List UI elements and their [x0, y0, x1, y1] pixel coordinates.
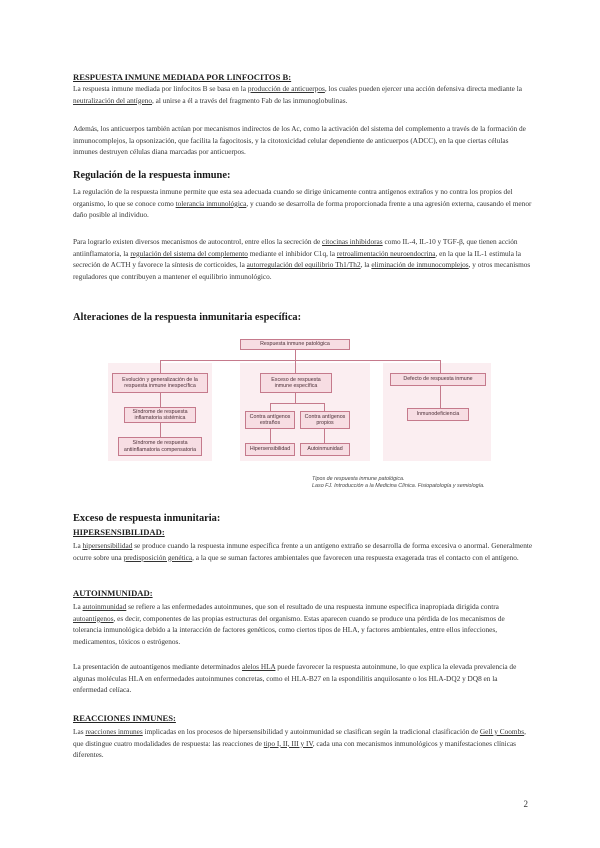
paragraph-autoinmunidad: La autoinmunidad se refiere a las enfermedades autoinmunes, que son el resultado de una respuesta inmune específica inapropiada dirigida contra autoantígenos, es decir, componentes de las propias estructuras del organismo. Estas aparecen cuando se produce una pérdida de los mecanismos de tolerancia inmunológica debido a la interacción de factores genéticos, como ciertos tipos de HLA, y factores ambientales, entre ellos infecciones, medicamentos, tóxicos o estrógenos. — [73, 602, 505, 646]
subheading-reacciones-inmunes: REACCIONES INMUNES: — [73, 713, 176, 723]
page-number: 2 — [523, 799, 528, 809]
subheading-autoinmunidad: AUTOINMUNIDAD: — [73, 588, 153, 598]
section-heading-linfocitos-b: RESPUESTA INMUNE MEDIADA POR LINFOCITOS B: — [73, 72, 292, 82]
section-heading-regulacion: Regulación de la respuesta inmune: — [73, 170, 231, 181]
diagram-node-propios: Contra antígenos propios — [300, 411, 350, 429]
paragraph-alelos-hla: La presentación de autoantígenos mediante determinados alelos HLA puede favorecer la respuesta autoinmune, lo que explica la elevada prevalencia de algunas moléculas HLA en enfermedades autoinmunes concretas, como el HLA-B27 en la espondilitis anquilosante o los HLA-DQ2 y DQ8 en la enfermedad celíaca. — [73, 662, 517, 695]
diagram-node-inespecifica: Evolución y generalización de la respuesta inmune inespecífica — [112, 373, 208, 393]
figure-caption: Tipos de respuesta inmune patológica. Laso FJ. Introducción a la Medicina Clínica. Fisiopatología y semiología. — [312, 476, 485, 489]
diagram-node-hipersensibilidad: Hipersensibilidad — [245, 443, 295, 456]
paragraph-reacciones-inmunes: Las reacciones inmunes implicadas en los procesos de hipersensibilidad y autoinmunidad se clasifican según la tradicional clasificación de Gell y Coombs, que distingue cuatro modalidades de respuesta: las reacciones de tipo I, II, III y IV, cada una con mecanismos inmunológicos y manifestaciones clínicas diferentes. — [73, 727, 526, 760]
section-heading-exceso: Exceso de respuesta inmunitaria: — [73, 513, 221, 524]
diagram-node-cars: Síndrome de respuesta antiinflamatoria compensatoria — [118, 437, 202, 456]
section-heading-alteraciones: Alteraciones de la respuesta inmunitaria específica: — [73, 312, 302, 323]
diagram-node-defecto: Defecto de respuesta inmune — [390, 373, 486, 386]
diagram-node-root: Respuesta inmune patológica — [240, 339, 350, 350]
diagram-node-sirs: Síndrome de respuesta inflamatoria sistémica — [124, 407, 196, 423]
paragraph-hipersensibilidad: La hipersensibilidad se produce cuando la respuesta inmune específica frente a un antígeno extraño se desarrolla de forma excesiva o anormal. Generalmente ocurre sobre una predisposición genética, a la que se suman factores ambientales que favorecen una respuesta exagerada tras el contacto con el antígeno. — [73, 541, 533, 562]
diagram-node-extranos: Contra antígenos extraños — [245, 411, 295, 429]
pathological-response-diagram — [100, 333, 500, 493]
subheading-hipersensibilidad: HIPERSENSIBILIDAD: — [73, 527, 165, 537]
diagram-node-autoinmunidad: Autoinmunidad — [300, 443, 350, 456]
paragraph-tolerancia: La regulación de la respuesta inmune permite que esta sea adecuada cuando se dirige únicamente contra antígenos extraños y no contra los propios del organismo, lo que se conoce como tolerancia inmunológica, y cuando se desarrolla de forma proporcionada frente a una agresión externa, causando el menor daño posible al individuo. — [73, 187, 532, 220]
diagram-node-inmunodeficiencia: Inmunodeficiencia — [407, 408, 469, 421]
paragraph-autocontrol: Para lograrlo existen diversos mecanismos de autocontrol, entre ellos la secreción de citocinas inhibidoras como IL-4, IL-10 y TGF-β, que tienen acción antiinflamatoria, la regulación del sistema del complemento mediante el inhibidor C1q, la retroalimentación neuroendocrina, en la que la IL-1 estimula la secreción de ACTH y favorece la síntesis de corticoides, la autorregulación del equilibrio Th1/Th2, la eliminación de inmunocomplejos, y otros mecanismos reguladores que contribuyen a mantener el equilibrio inmunológico. — [73, 237, 531, 281]
paragraph-mecanismos-indirectos: Además, los anticuerpos también actúan por mecanismos indirectos de los Ac, como la activación del sistema del complemento a través de la formación de inmunocomplejos, la opsonización, que facilita la fagocitosis, y la citotoxicidad celular dependiente de anticuerpos (ADCC), en la que ciertas células inmunes destruyen células diana marcadas por anticuerpos. — [73, 124, 526, 157]
diagram-node-exceso: Exceso de respuesta inmune específica — [260, 373, 332, 393]
paragraph-anticuerpos: La respuesta inmune mediada por linfocitos B se basa en la producción de anticuerpos, los cuales pueden ejercer una acción defensiva directa mediante la neutralización del antígeno, al unirse a él a través del fragmento Fab de las inmunoglobulinas. — [73, 84, 522, 105]
